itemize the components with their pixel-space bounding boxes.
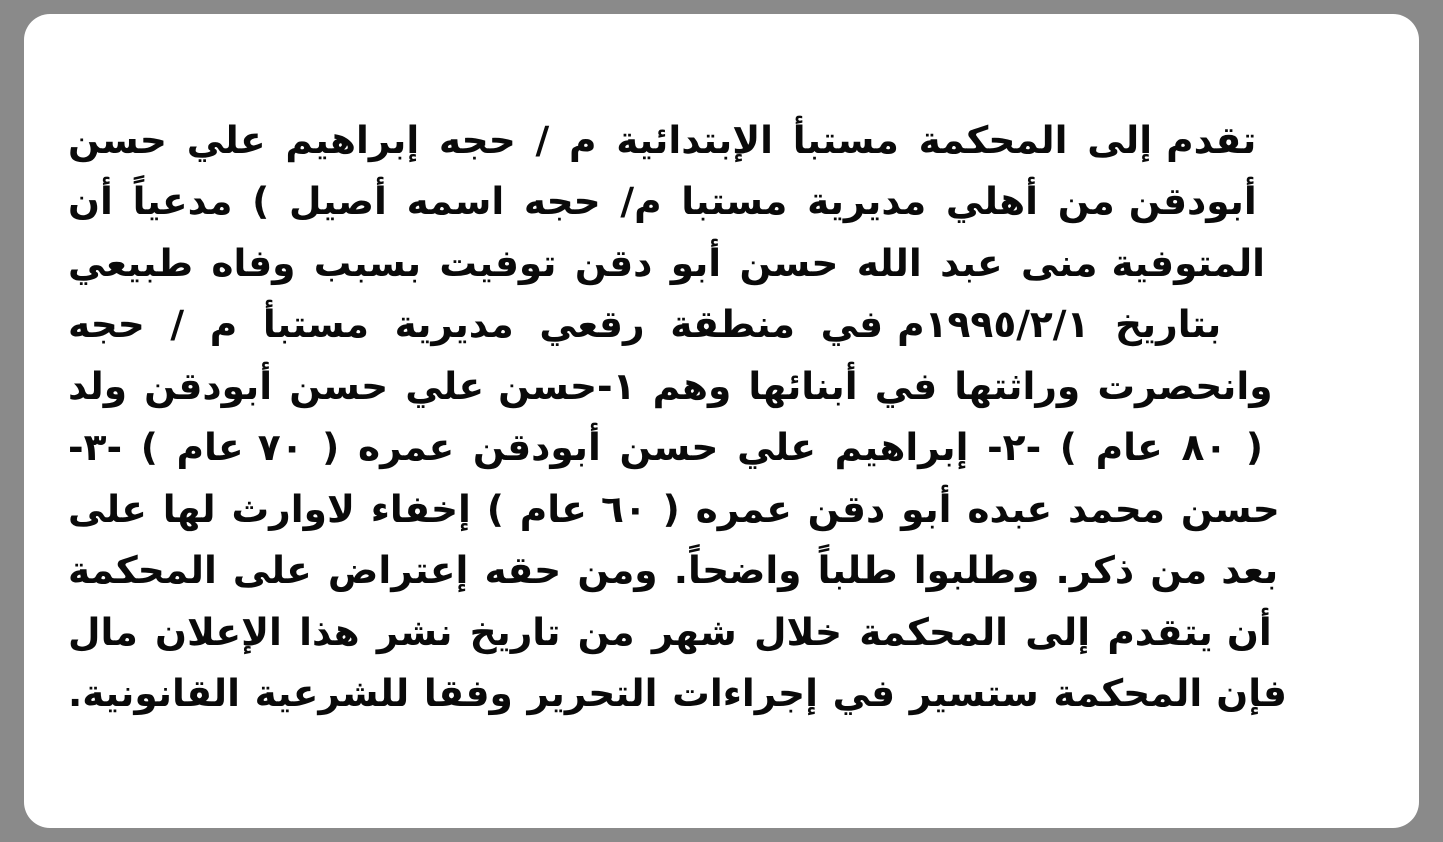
- notice-line-2: أبودقن من أهلي مديرية مستبا م/ حجه اسمه أصيل ) مدعياً أن: [68, 179, 1257, 223]
- notice-line-10: فإن المحكمة ستسير في إجراءات التحرير وفقا للشرعية القانونية.: [68, 671, 1287, 715]
- notice-line-1: تقدم إلى المحكمة مستبأ الإبتدائية م / حجه إبراهيم علي حسن: [68, 117, 1257, 162]
- notice-line-9: أن يتقدم إلى المحكمة خلال شهر من تاريخ نشر هذا الإعلان مال: [68, 609, 1272, 654]
- notice-line-5: وانحصرت وراثتها في أبنائها وهم ١-حسن علي حسن أبودقن ولد: [68, 363, 1273, 408]
- notice-line-7: حسن محمد عبده أبو دقن عمره ( ٦٠ عام ) إخفاء لاوارث لها على: [68, 486, 1280, 531]
- notice-card: [24, 14, 1419, 828]
- notice-line-3: المتوفية منى عبد الله حسن أبو دقن توفيت بسبب وفاه طبيعي: [68, 240, 1266, 285]
- notice-line-4: بتاريخ ١٩٩٥/٢/١م في منطقة رقعي مديرية مستبأ م / حجه: [68, 302, 1222, 346]
- notice-line-8: بعد من ذكر. وطلبوا طلباً واضحاً. ومن حقه إعتراض على المحكمة: [68, 548, 1279, 592]
- notice-paragraph: [68, 48, 1375, 786]
- notice-line-6: ( ٨٠ عام ) -٢- إبراهيم علي حسن أبودقن عمره ( ٧٠ عام ) -٣-: [68, 425, 1264, 469]
